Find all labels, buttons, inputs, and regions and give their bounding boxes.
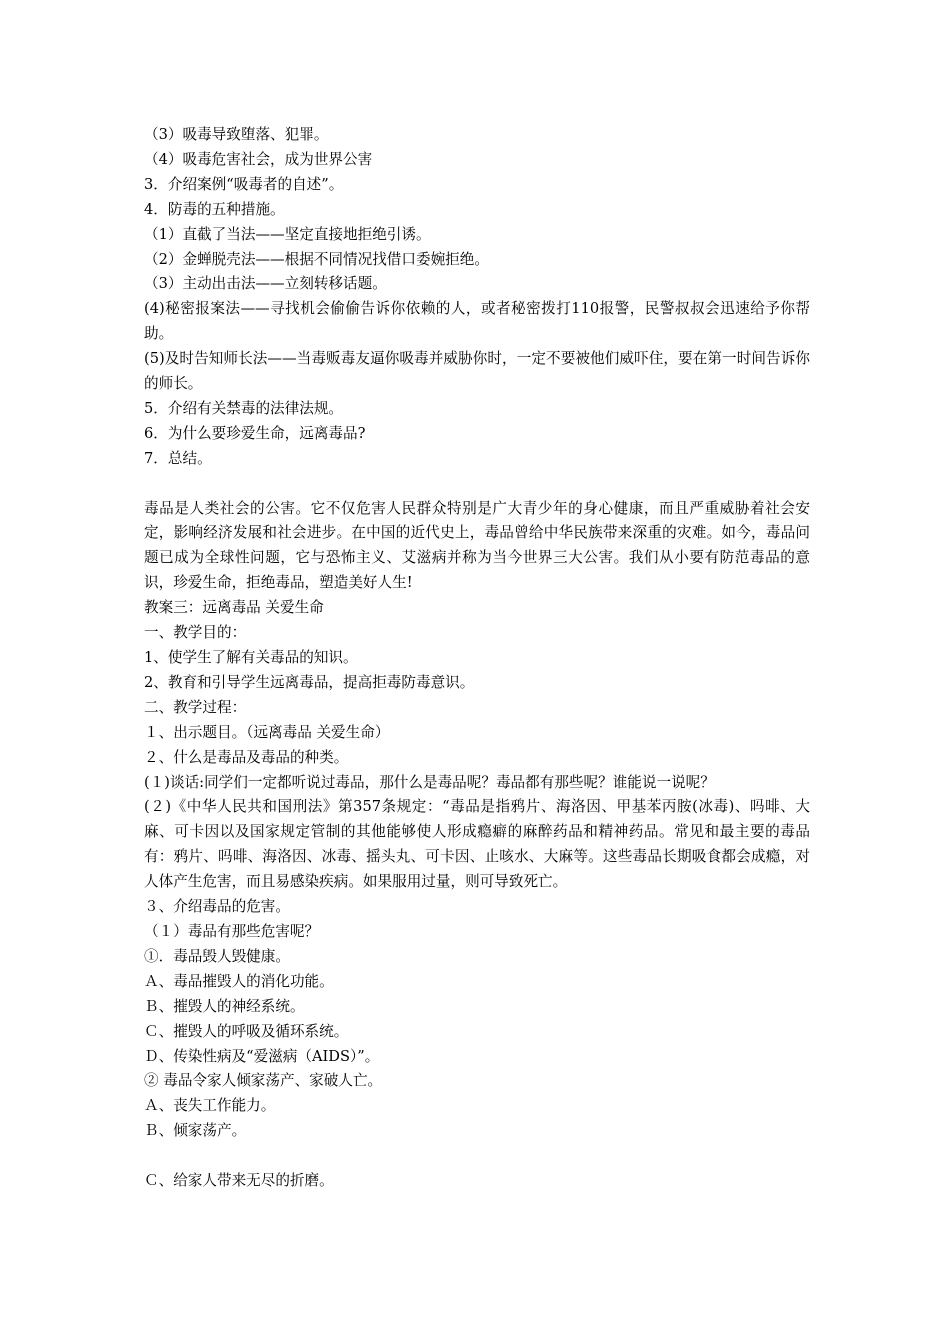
criminal-law-paragraph: (２)《中华人民共和国刑法》第357条规定：“毒品是指鸦片、海洛因、甲基苯丙胺(冰毒)、吗啡、大麻、可卡因以及国家规定管制的其他能够使人形成瘾癖的麻醉药品和精神药品。常见和最主要的毒品有：鸦片、吗啡、海洛因、冰毒、摇头丸、可卡因、止咳水、大麻等。这些毒品长期吸食都会成瘾，对人体产生危害，而且易感染疾病。如果服用过量，则可导致死亡。 [144, 798, 810, 891]
harm-health-d: Ｄ、传染性病及“爱滋病（AIDS）”。 [144, 1047, 380, 1065]
harm-health-c: Ｃ、摧毁人的呼吸及循环系统。 [144, 1022, 349, 1040]
process-step-2-talk: (１)谈话:同学们一定都听说过毒品，那什么是毒品呢？毒品都有那些呢？谁能说一说呢？ [144, 773, 715, 791]
measure-5: (5)及时告知师长法——当毒贩毒友逼你吸毒并威胁你时，一定不要被他们威吓住，要在第一时间告诉你的师长。 [144, 350, 810, 393]
section-4-measures: 4．防毒的五种措施。 [144, 200, 285, 218]
section-5-laws: 5．介绍有关禁毒的法律法规。 [144, 399, 344, 417]
measure-3: （3）主动出击法——立刻转移话题。 [144, 275, 387, 293]
harm-item-3: （3）吸毒导致堕落、犯罪。 [144, 126, 329, 143]
measure-1: （1）直截了当法——坚定直接地拒绝引诱。 [144, 225, 431, 243]
paragraph-spacer [144, 1144, 810, 1169]
harm-item-4: （4）吸毒危害社会，成为世界公害 [144, 150, 373, 168]
harm-family-a: Ａ、丧失工作能力。 [144, 1097, 276, 1115]
process-step-2: ２、什么是毒品及毒品的种类。 [144, 748, 349, 766]
document-body [144, 123, 810, 1194]
harm-question: （１）毒品有那些危害呢？ [144, 922, 320, 940]
harm-health-heading: ①．毒品毁人毁健康。 [144, 947, 290, 965]
harm-health-a: Ａ、毒品摧毁人的消化功能。 [144, 972, 334, 990]
section-3-case-intro: 3．介绍案例“吸毒者的自述”。 [144, 175, 344, 193]
summary-paragraph: 毒品是人类社会的公害。它不仅危害人民群众特别是广大青少年的身心健康，而且严重威胁着社会安定，影响经济发展和社会进步。在中国的近代史上，毒品曾给中华民族带来深重的灾难。如今，毒品问题已成为全球性问题，它与恐怖主义、艾滋病并称为当今世界三大公害。我们从小要有防范毒品的意识，珍爱生命，拒绝毒品，塑造美好人生! [144, 499, 810, 592]
harm-family-b: Ｂ、倾家荡产。 [144, 1122, 247, 1140]
lesson-three-title: 教案三：远离毒品 关爱生命 [144, 599, 324, 617]
section-6-question: 6．为什么要珍爱生命，远离毒品? [144, 424, 366, 442]
harm-family-c: Ｃ、给家人带来无尽的折磨。 [144, 1172, 334, 1190]
teaching-process-heading: 二、教学过程： [144, 698, 247, 716]
teaching-goals-heading: 一、教学目的： [144, 624, 247, 642]
harm-health-b: Ｂ、摧毁人的神经系统。 [144, 997, 305, 1015]
paragraph-spacer [144, 472, 810, 497]
process-step-1: １、出示题目。（远离毒品 关爱生命） [144, 723, 390, 741]
teaching-goal-1: 1、使学生了解有关毒品的知识。 [144, 649, 358, 667]
measure-4: (4)秘密报案法——寻找机会偷偷告诉你依赖的人，或者秘密拨打110报警，民警叔叔会迅速给予你帮助。 [144, 300, 810, 343]
process-step-3: ３、介绍毒品的危害。 [144, 898, 290, 916]
harm-family-heading: ② 毒品令家人倾家荡产、家破人亡。 [144, 1072, 383, 1090]
measure-2: （2）金蝉脱壳法——根据不同情况找借口委婉拒绝。 [144, 250, 489, 268]
section-7-summary: 7．总结。 [144, 449, 212, 467]
teaching-goal-2: 2、教育和引导学生远离毒品，提高拒毒防毒意识。 [144, 673, 475, 691]
